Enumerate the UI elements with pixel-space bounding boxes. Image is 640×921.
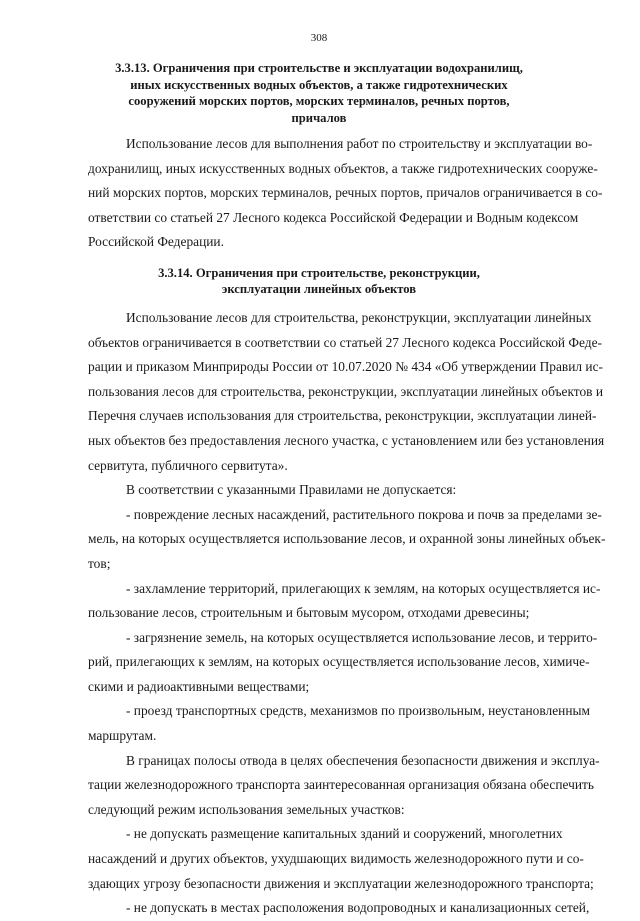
heading-line: 3.3.13. Ограничения при строительстве и эксплуатации водохранилищ, (115, 61, 523, 75)
paragraph (88, 132, 603, 255)
list-item (88, 699, 590, 748)
text-line: дохранилищ, иных искусственных водных объектов, а также гидротехнических сооруже- (88, 160, 598, 176)
text-line: скими и радиоактивными веществами; (88, 678, 310, 694)
text-line: маршрутам. (88, 728, 157, 744)
text-line: Перечня случаев использования для строительства, реконструкции, эксплуатации линей- (88, 408, 597, 424)
text-line: - захламление территорий, прилегающих к землям, на которых осуществляется ис- (126, 580, 601, 596)
text-line: пользование лесов, строительным и бытовым мусором, отходами древесины; (88, 605, 530, 621)
text-line: Использование лесов для строительства, реконструкции, эксплуатации линейных (126, 309, 592, 325)
heading-line: 3.3.14. Ограничения при строительстве, реконструкции, (158, 265, 480, 280)
text-line: ответствии со статьей 27 Лесного кодекса Российской Федерации и Водным кодексом (88, 209, 579, 225)
text-line: - повреждение лесных насаждений, растительного покрова и почв за пределами зе- (126, 506, 602, 522)
section-heading-3-3-13 (88, 60, 550, 126)
list-item (88, 577, 601, 626)
document-page (88, 0, 606, 921)
paragraph (88, 306, 605, 478)
section-heading-3-3-14 (88, 265, 550, 298)
text-line: Использование лесов для выполнения работ по строительству и эксплуатации во- (126, 136, 593, 151)
text-line: сервитута, публичного сервитута». (88, 457, 288, 473)
text-line: ний морских портов, морских терминалов, речных портов, причалов ограничивается в со- (88, 185, 603, 201)
list-item (88, 896, 590, 921)
paragraph (88, 749, 600, 823)
text-line: ных объектов без предоставления лесного участка, с установлением или без установления (88, 432, 605, 448)
heading-line: причалов (291, 110, 347, 125)
text-line: Российской Федерации. (88, 234, 224, 250)
text-line: - не допускать в местах расположения водопроводных и канализационных сетей, (126, 900, 590, 916)
text-line: насаждений и других объектов, ухудшающих видимость железнодорожного пути и со- (88, 851, 584, 867)
text-line: - проезд транспортных средств, механизмов по произвольным, неустановленным (126, 703, 590, 719)
list-item (88, 626, 598, 700)
text-line: рий, прилегающих к землям, на которых осуществляется использование лесов, химиче- (88, 654, 590, 670)
text-line: следующий режим использования земельных участков: (88, 801, 405, 817)
text-line: В границах полосы отвода в целях обеспечения безопасности движения и эксплуа- (126, 752, 600, 768)
text-line: мель, на которых осуществляется использование лесов, и охранной зоны линейных объек- (88, 531, 606, 547)
text-line: тации железнодорожного транспорта заинтересованная организация обязана обеспечить (88, 777, 594, 793)
heading-line: иных искусственных водных объектов, а также гидротехнических (130, 77, 508, 92)
heading-line: эксплуатации линейных объектов (221, 282, 417, 297)
text-line: объектов ограничивается в соответствии со статьей 27 Лесного кодекса Российской Феде- (88, 334, 602, 350)
heading-line: сооружений морских портов, морских терминалов, речных портов, (128, 94, 510, 108)
list-item (88, 503, 606, 577)
text-line: тов; (88, 555, 111, 571)
text-line: здающих угрозу безопасности движения и эксплуатации железнодорожного транспорта; (88, 875, 594, 891)
paragraph (88, 478, 550, 503)
text-line: рации и приказом Минприроды России от 10.07.2020 № 434 «Об утверждении Правил ис- (88, 359, 603, 375)
page-number: 308 (310, 32, 328, 44)
text-line: В соответствии с указанными Правилами не допускается: (126, 482, 457, 498)
text-line: - не допускать размещение капитальных зданий и сооружений, многолетних (126, 826, 563, 842)
list-item (88, 822, 594, 896)
text-line: - загрязнение земель, на которых осуществляется использование лесов, и террито- (126, 629, 598, 645)
text-line: пользования лесов для строительства, реконструкции, эксплуатации линейных объектов и (88, 383, 603, 399)
